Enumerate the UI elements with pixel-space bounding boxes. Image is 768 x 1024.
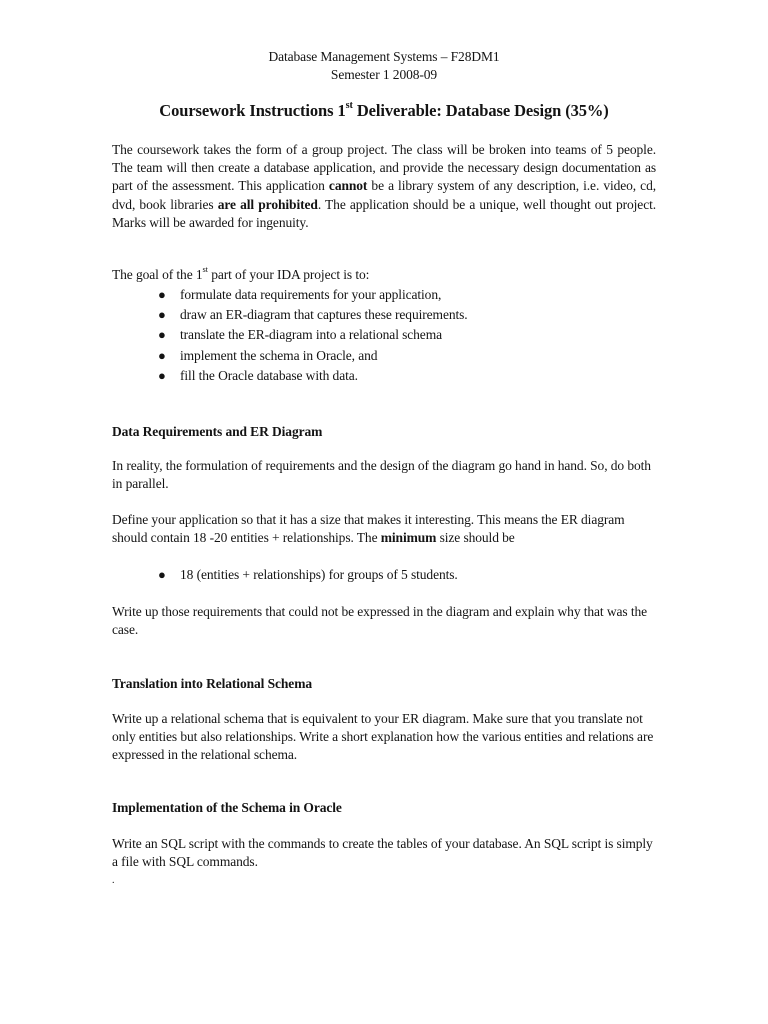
er-paragraph-1: In reality, the formulation of requirements and the design of the diagram go hand in hand. So, do both in parallel. [112, 458, 651, 492]
er-paragraph-3: Write up those requirements that could not be expressed in the diagram and explain why that was the case. [112, 604, 648, 638]
bullet-dot-icon: ● [158, 307, 166, 323]
er-para2-after: size should be [436, 530, 515, 546]
er-bullet-text: 18 (entities + relationships) for groups of 5 students. [180, 567, 458, 582]
goal-suffix: part of your IDA project is to: [207, 267, 370, 282]
er-para2-bold: minimum [380, 530, 437, 546]
intro-part3: . The application should be a unique, well thought out project. Marks will be awarded for ingenuity. [112, 196, 657, 230]
section-heading-implementation: Implementation of the Schema in Oracle [112, 800, 342, 815]
list-item [157, 305, 657, 325]
intro-bold-prohibited: are all prohibited [217, 196, 318, 212]
list-item [157, 565, 657, 585]
goal-list [157, 285, 657, 386]
section-heading-er: Data Requirements and ER Diagram [112, 424, 323, 439]
er-list [157, 565, 657, 585]
bullet-dot-icon: ● [158, 367, 166, 383]
title-prefix: Coursework Instructions 1 [159, 101, 346, 120]
bullet-dot-icon: ● [158, 287, 166, 302]
section-heading-relational: Translation into Relational Schema [112, 676, 312, 691]
er-paragraph-2 [112, 511, 656, 547]
goal-item-text: translate the ER-diagram into a relational schema [180, 327, 442, 343]
implementation-paragraph: Write an SQL script with the commands to create the tables of your database. An SQL script is simply a file with SQL commands. [112, 836, 653, 870]
bullet-dot-icon: ● [158, 567, 166, 582]
title-sup: st [345, 99, 353, 111]
list-item [157, 366, 657, 386]
trailing-mark: . [112, 875, 115, 886]
er-para2-before: Define your application so that it has a size that makes it interesting. This means the ER diagram should contain 18 -20 entities + relationships. The [112, 512, 625, 546]
list-item [157, 325, 657, 345]
bullet-dot-icon: ● [158, 347, 166, 363]
intro-part1: The coursework takes the form of a group project. The class will be broken into teams of 5 people. The team will then create a database application, and provide the necessary design documentation as part of the assessment. This application [112, 142, 656, 194]
goal-item-text: fill the Oracle database with data. [180, 367, 358, 383]
page-title [0, 100, 768, 122]
goal-item-text: draw an ER-diagram that captures these requirements. [180, 307, 468, 323]
semester: Semester 1 2008-09 [330, 67, 438, 82]
goal-item-text: implement the schema in Oracle, and [180, 347, 378, 363]
title-suffix: Deliverable: Database Design (35%) [352, 101, 609, 120]
list-item [157, 346, 657, 366]
bullet-dot-icon: ● [158, 327, 166, 343]
relational-paragraph: Write up a relational schema that is equivalent to your ER diagram. Make sure that you translate not only entities but also relationships. Write a short explanation how the various entities and relations are expressed in the relational schema. [112, 711, 654, 763]
intro-part2: be a library system of any description, i.e. video, cd, dvd, book libraries [112, 178, 656, 212]
intro-bold-cannot: cannot [328, 178, 368, 194]
intro-paragraph [112, 141, 656, 232]
goal-prefix: The goal of the 1 [112, 267, 203, 282]
list-item [157, 285, 657, 305]
goal-item-text: formulate data requirements for your application, [180, 287, 442, 302]
goal-sup: st [202, 265, 208, 275]
goal-intro [112, 266, 656, 284]
course-name: Database Management Systems – F28DM1 [268, 49, 500, 64]
